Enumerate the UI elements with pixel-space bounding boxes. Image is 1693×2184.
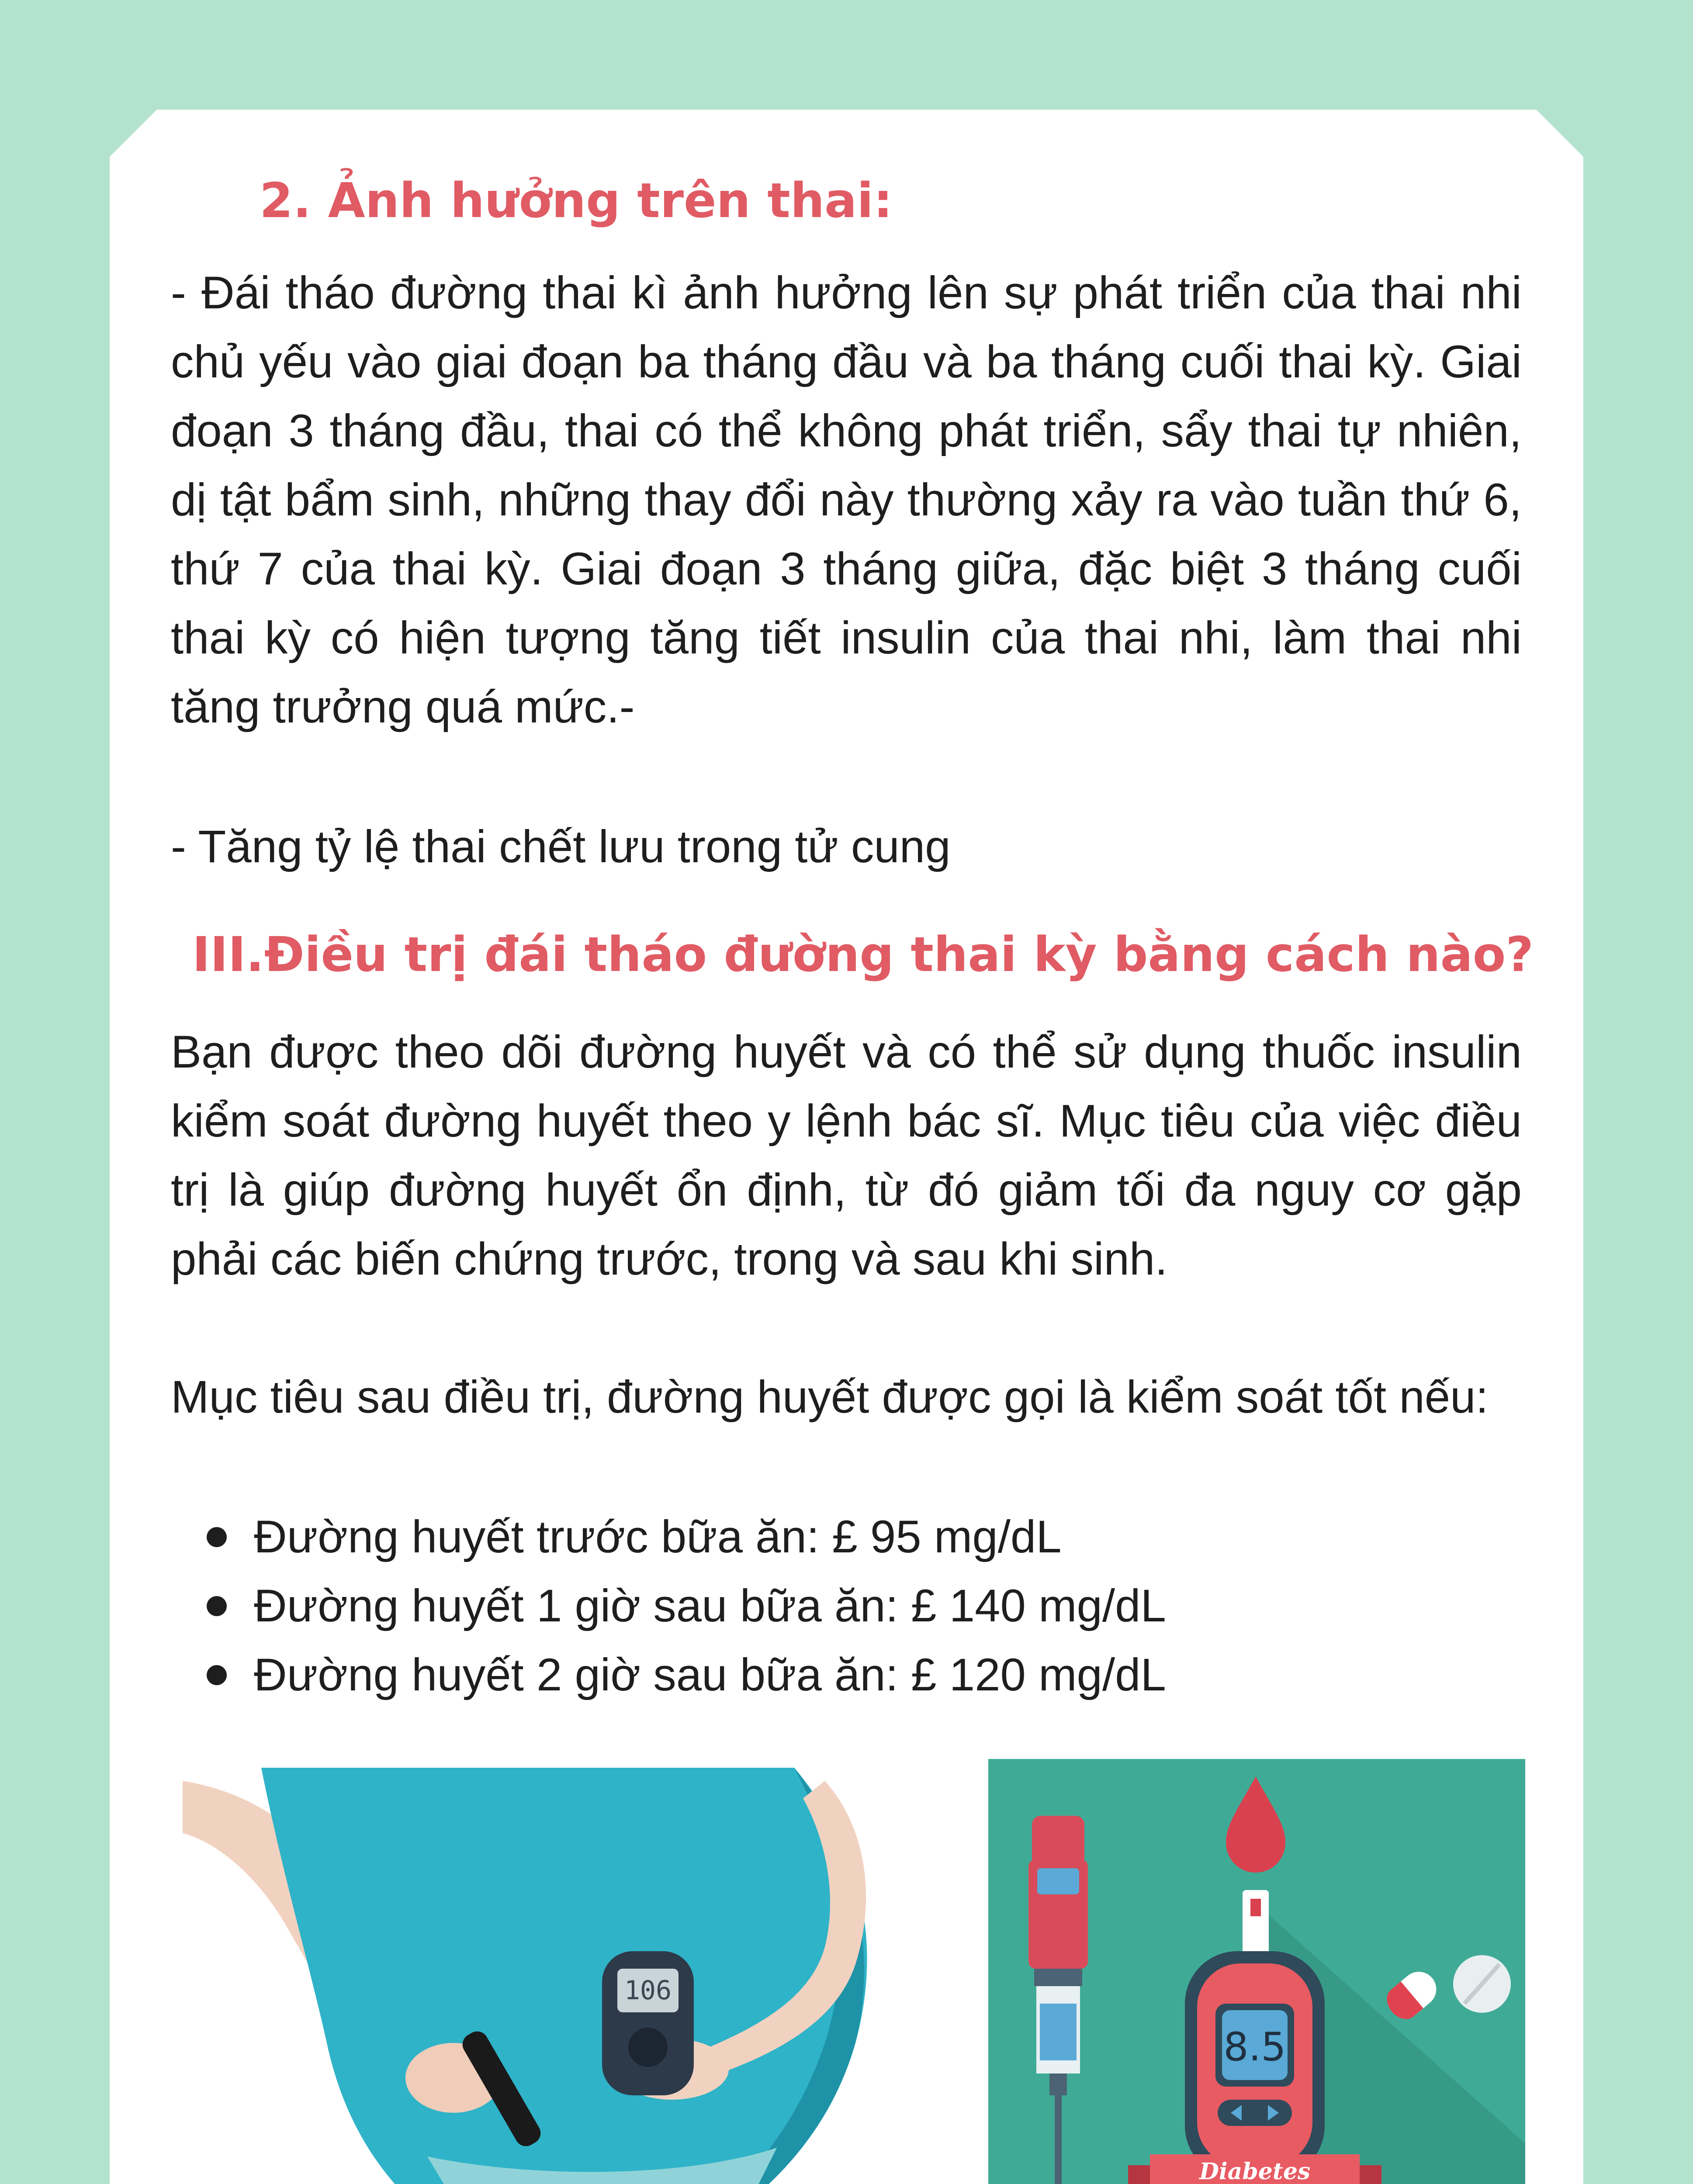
treatment-paragraph: Bạn được theo dõi đường huyết và có thể sử dụng thuốc insulin kiểm soát đường huyết theo y lệnh bác sĩ. Mục tiêu của việc điều trị là giúp đường huyết ổn định, từ đó giảm tối đa nguy cơ gặp phải các biến chứng trước, trong và sau khi sinh. bbox=[171, 1026, 1522, 1285]
target-2h-after-meal: Đường huyết 2 giờ sau bữa ăn: £ 120 mg/dL bbox=[254, 1649, 1166, 1700]
list-item bbox=[171, 1503, 1522, 1572]
effects-paragraph: - Đái tháo đường thai kì ảnh hưởng lên sự phát triển của thai nhi chủ yếu vào giai đoạn ba tháng đầu và ba tháng cuối thai kỳ. Giai đoạn 3 tháng đầu, thai có thể không phát triển, sẩy thai tự nhiên, dị tật bẩm sinh, những thay đổi này thường xảy ra vào tuần thứ 6, thứ 7 của thai kỳ. Giai đoạn 3 tháng giữa, đặc biệt 3 tháng cuối thai kỳ có hiện tượng tăng tiết insulin của thai nhi, làm thai nhi tăng trưởng quá mức.- bbox=[171, 267, 1522, 733]
glucose-targets-list bbox=[171, 1503, 1522, 1710]
list-item bbox=[171, 1641, 1522, 1710]
banner-label: Diabetes bbox=[1199, 2158, 1311, 2184]
bullet-icon bbox=[207, 1527, 227, 1547]
photo-meter-readout: 106 bbox=[624, 1975, 672, 2006]
target-before-meal: Đường huyết trước bữa ăn: £ 95 mg/dL bbox=[254, 1511, 1062, 1562]
section-heading-effects: 2. Ảnh hưởng trên thai: bbox=[260, 173, 893, 228]
meter-readout: 8.5 bbox=[1223, 2024, 1286, 2070]
diabetes-banner bbox=[1128, 2154, 1381, 2184]
glucose-meter-icon bbox=[1185, 1951, 1325, 2178]
bullet-icon bbox=[207, 1596, 227, 1616]
target-1h-after-meal: Đường huyết 1 giờ sau bữa ăn: £ 140 mg/dL bbox=[254, 1580, 1166, 1631]
diabetes-illustration bbox=[988, 1759, 1525, 2184]
stillbirth-paragraph: - Tăng tỷ lệ thai chết lưu trong tử cung bbox=[171, 821, 951, 872]
list-item bbox=[171, 1572, 1522, 1641]
bullet-icon bbox=[207, 1665, 227, 1685]
target-intro-paragraph: Mục tiêu sau điều trị, đường huyết được gọi là kiểm soát tốt nếu: bbox=[171, 1372, 1489, 1423]
pregnant-woman-glucose-photo bbox=[183, 1763, 969, 2184]
section-heading-treatment: III.Điều trị đái tháo đường thai kỳ bằng cách nào? bbox=[192, 926, 1534, 982]
